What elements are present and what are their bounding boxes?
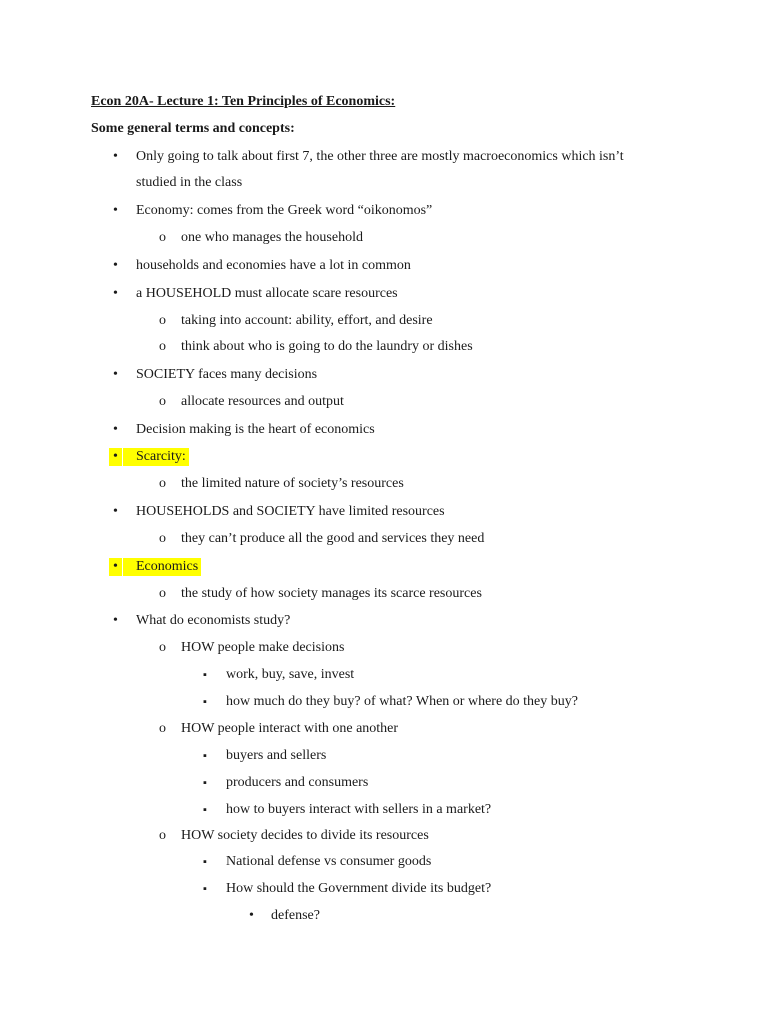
sub-sub-list-item: How should the Government divide its budget? <box>226 881 492 896</box>
circle-marker: o <box>159 721 166 736</box>
bullet-marker: • <box>113 286 118 301</box>
circle-marker: o <box>159 531 166 546</box>
highlighted-bullet-marker: • <box>109 558 122 576</box>
sub-list-item: they can’t produce all the good and services they need <box>181 531 485 546</box>
list-item: SOCIETY faces many decisions <box>136 367 318 382</box>
sub-sub-list-item: how much do they buy? of what? When or where do they buy? <box>226 694 578 709</box>
bullet-marker: • <box>249 908 254 923</box>
highlighted-bullet-marker: • <box>109 448 122 466</box>
bullet-marker: • <box>113 613 118 628</box>
sub-list-item: the study of how society manages its scarce resources <box>181 586 482 601</box>
square-marker: ▪ <box>203 696 207 708</box>
circle-marker: o <box>159 339 166 354</box>
list-item: HOUSEHOLDS and SOCIETY have limited resources <box>136 504 445 519</box>
highlighted-term: Economics <box>123 558 201 576</box>
sub-sub-list-item: buyers and sellers <box>226 748 327 763</box>
circle-marker: o <box>159 476 166 491</box>
square-marker: ▪ <box>203 669 207 681</box>
list-item: Economy: comes from the Greek word “oikonomos” <box>136 203 433 218</box>
sub-sub-list-item: work, buy, save, invest <box>226 667 355 682</box>
bullet-marker: • <box>113 367 118 382</box>
sub-list-item: the limited nature of society’s resources <box>181 476 404 491</box>
sub-list-item: one who manages the household <box>181 230 363 245</box>
sub-sub-sub-list-item: defense? <box>271 908 320 923</box>
circle-marker: o <box>159 640 166 655</box>
bullet-marker: • <box>113 504 118 519</box>
sub-sub-list-item: producers and consumers <box>226 775 369 790</box>
sub-sub-list-item: how to buyers interact with sellers in a market? <box>226 802 492 817</box>
square-marker: ▪ <box>203 777 207 789</box>
circle-marker: o <box>159 828 166 843</box>
sub-list-item: allocate resources and output <box>181 394 344 409</box>
document-title: Econ 20A- Lecture 1: Ten Principles of Economics: <box>91 94 396 109</box>
circle-marker: o <box>159 586 166 601</box>
sub-list-item: HOW people make decisions <box>181 640 345 655</box>
bullet-marker: • <box>113 422 118 437</box>
section-heading: Some general terms and concepts: <box>91 121 295 136</box>
sub-list-item: think about who is going to do the laundry or dishes <box>181 339 473 354</box>
square-marker: ▪ <box>203 856 207 868</box>
circle-marker: o <box>159 313 166 328</box>
sub-sub-list-item: National defense vs consumer goods <box>226 854 432 869</box>
sub-list-item: HOW people interact with one another <box>181 721 399 736</box>
square-marker: ▪ <box>203 883 207 895</box>
list-item: a HOUSEHOLD must allocate scare resources <box>136 286 398 301</box>
list-item: households and economies have a lot in common <box>136 258 411 273</box>
bullet-marker: • <box>113 149 118 164</box>
bullet-marker: • <box>113 203 118 218</box>
sub-list-item: taking into account: ability, effort, and desire <box>181 313 433 328</box>
sub-list-item: HOW society decides to divide its resources <box>181 828 429 843</box>
bullet-marker: • <box>113 258 118 273</box>
list-item: Only going to talk about first 7, the other three are mostly macroeconomics which isn’t <box>136 149 624 164</box>
square-marker: ▪ <box>203 804 207 816</box>
circle-marker: o <box>159 230 166 245</box>
list-item: Decision making is the heart of economics <box>136 422 375 437</box>
circle-marker: o <box>159 394 166 409</box>
highlighted-term: Scarcity: <box>123 448 189 466</box>
square-marker: ▪ <box>203 750 207 762</box>
list-item: What do economists study? <box>136 613 291 628</box>
list-item-continuation: studied in the class <box>136 175 243 190</box>
